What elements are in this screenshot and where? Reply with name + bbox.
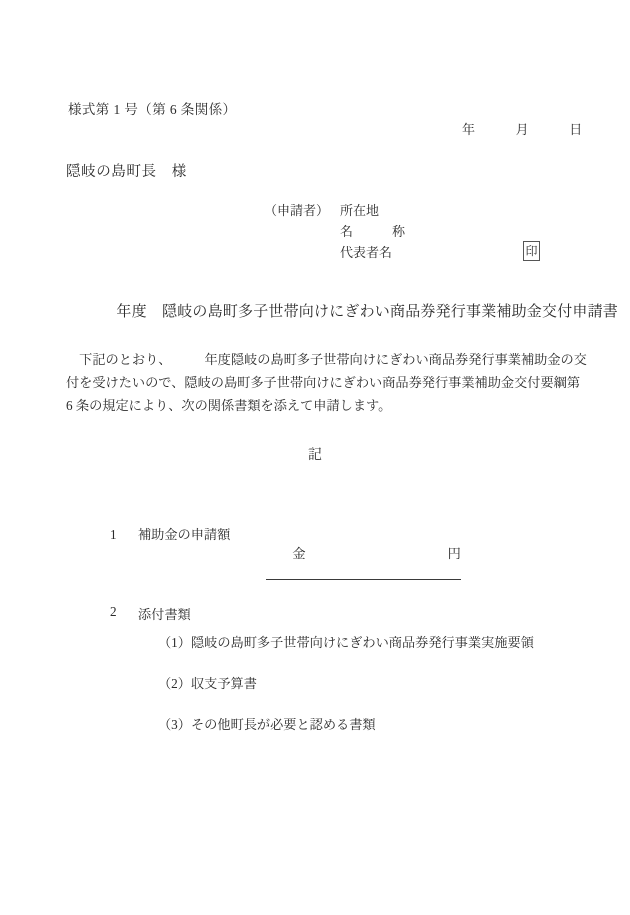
list-item: （2）収支予算書 xyxy=(158,676,257,691)
currency-prefix: 金 xyxy=(292,546,306,561)
applicant-location-label: 所在地 xyxy=(340,203,380,218)
list-item: （1）隠岐の島町多子世帯向けにぎわい商品券発行事業実施要領 xyxy=(158,635,534,650)
item-number-1: 1 xyxy=(110,527,117,542)
body-line-2: 付を受けたいので、隠岐の島町多子世帯向けにぎわい商品券発行事業補助金交付要綱第 xyxy=(66,375,581,390)
applicant-tag: （申請者） xyxy=(264,203,330,218)
applicant-name-label: 名 称 xyxy=(340,224,406,239)
page-title: 年度 隠岐の島町多子世帯向けにぎわい商品券発行事業補助金交付申請書 xyxy=(86,304,619,320)
item-attachments xyxy=(110,604,534,733)
body-line-3: 6 条の規定により、次の関係書類を添えて申請します。 xyxy=(66,398,392,413)
subsidy-amount-label: 補助金の申請額 xyxy=(138,527,231,542)
addressee: 隠岐の島町長 様 xyxy=(66,164,187,180)
items-section xyxy=(110,524,534,733)
subsidy-amount-field[interactable] xyxy=(266,527,461,580)
attachments-label: 添付書類 xyxy=(138,607,191,622)
applicant-name-row xyxy=(264,221,405,242)
ki-marker: 記 xyxy=(308,448,322,463)
applicant-representative-label: 代表者名 xyxy=(340,245,393,260)
attachments-heading xyxy=(110,604,534,623)
attachments-list xyxy=(110,632,534,733)
currency-suffix: 円 xyxy=(447,546,461,561)
list-item: （3）その他町長が必要と認める書類 xyxy=(158,717,376,732)
form-number: 様式第 1 号（第 6 条関係） xyxy=(68,102,237,117)
applicant-location-row xyxy=(264,200,405,221)
body-line-1: 下記のとおり、 年度隠岐の島町多子世帯向けにぎわい商品券発行事業補助金の交 xyxy=(66,352,587,367)
applicant-block xyxy=(264,200,538,263)
body-paragraph xyxy=(66,348,587,417)
date-line: 年 月 日 xyxy=(462,122,583,137)
applicant-representative-row xyxy=(264,242,405,263)
item-subsidy-amount xyxy=(110,524,534,580)
item-number-2: 2 xyxy=(110,604,117,619)
seal-stamp-box: 印 xyxy=(523,241,540,261)
